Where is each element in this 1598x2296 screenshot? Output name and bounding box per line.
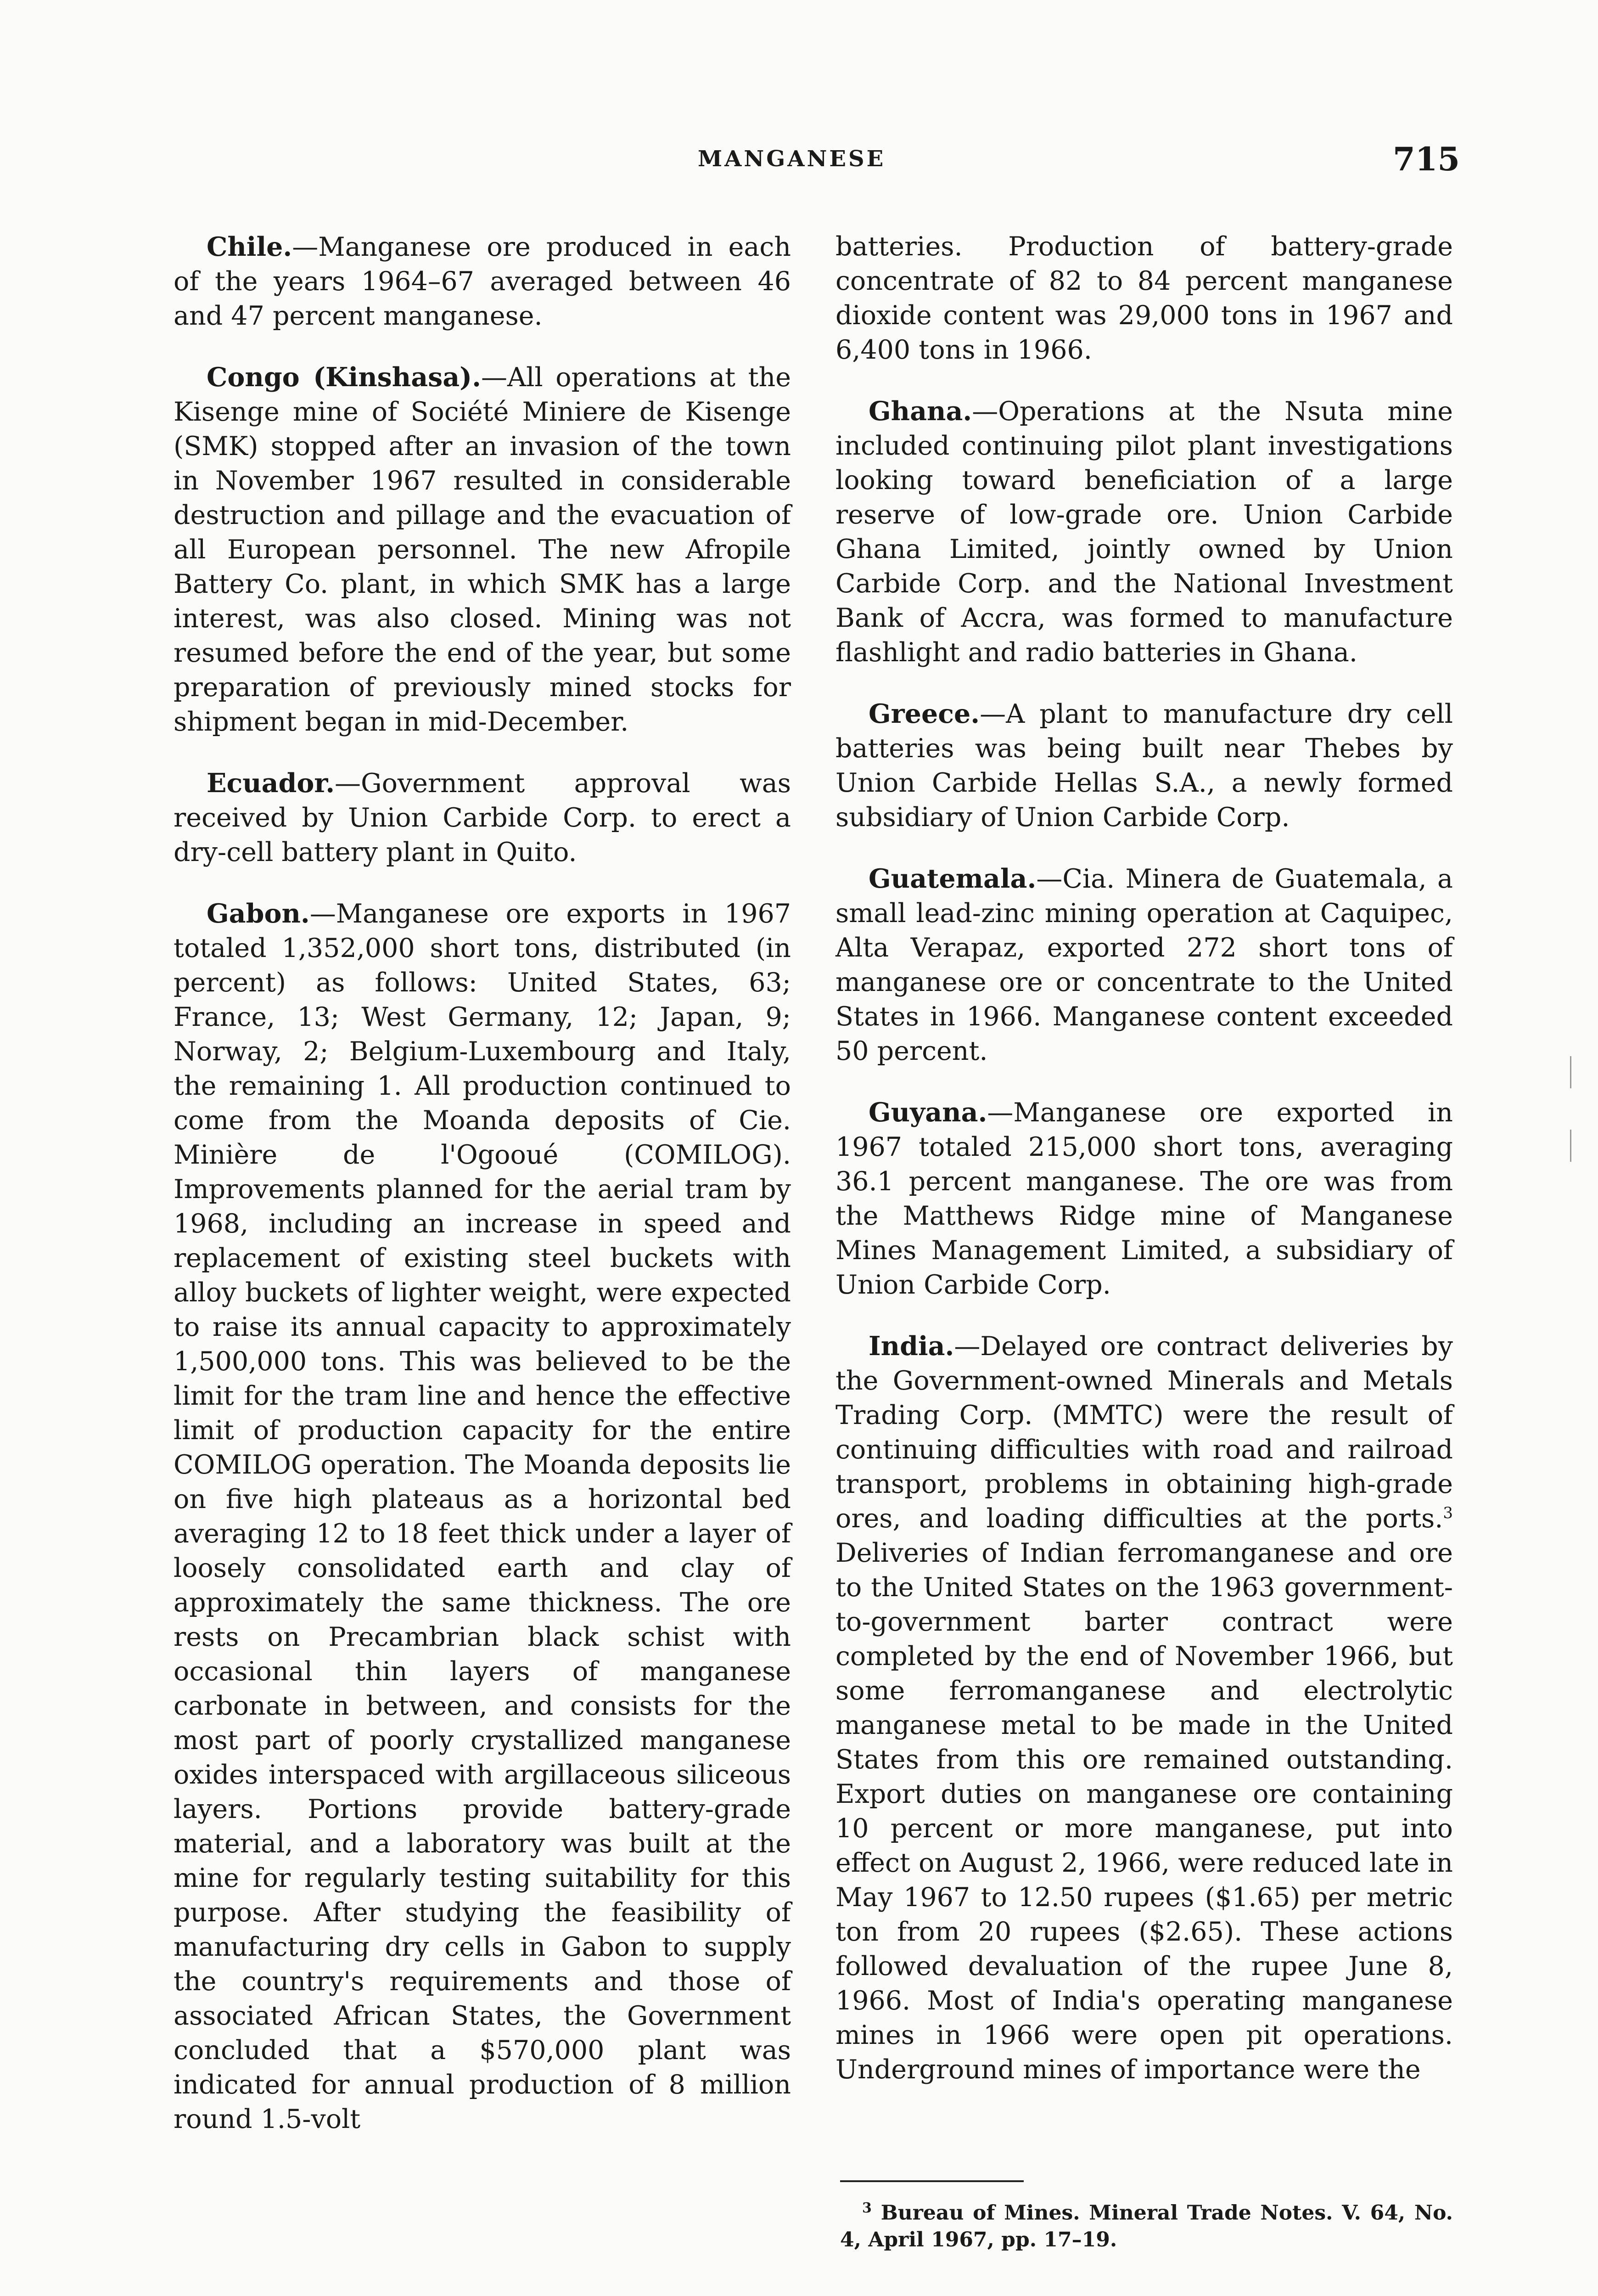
- paragraph-gabon-continued: [835, 230, 1453, 367]
- country-heading: Greece.: [869, 698, 980, 729]
- margin-mark: [1570, 1056, 1571, 1088]
- paragraph-text: —Government approval was received by Union Carbide Corp. to erect a dry-cell battery plant in Quito.: [174, 768, 791, 867]
- margin-marks: [1570, 1056, 1571, 1203]
- paragraph-ghana: [835, 394, 1453, 670]
- paragraph-text: —Manganese ore produced in each of the years 1964–67 averaged between 46 and 47 percent manganese.: [174, 232, 791, 331]
- paragraph-india: [835, 1329, 1453, 2087]
- paragraph-text: —Delayed ore contract deliveries by the Government-owned Minerals and Metals Trading Corp. (MMTC) were the result of continuing difficulties with road and railroad transport, problems in obtaining high-grade ores, and loading difficulties at the ports.: [835, 1331, 1453, 1534]
- footnote: [840, 2195, 1453, 2253]
- country-heading: Ecuador.: [207, 768, 335, 799]
- paragraph-text: —Manganese ore exported in 1967 totaled 215,000 short tons, averaging 36.1 percent manganese. The ore was from the Matthews Ridge mine of Manganese Mines Management Limited, a subsidiary of Union Carbide Corp.: [835, 1097, 1453, 1300]
- country-heading: Ghana.: [869, 396, 972, 427]
- country-heading: Guyana.: [869, 1097, 987, 1128]
- paragraph-text: —Operations at the Nsuta mine included continuing pilot plant investigations looking toward beneficiation of a large reserve of low-grade ore. Union Carbide Ghana Limited, jointly owned by Union Carbide Corp. and the National Investment Bank of Accra, was formed to manufacture flashlight and radio batteries in Ghana.: [835, 396, 1453, 668]
- country-heading: Chile.: [207, 231, 292, 262]
- country-heading: Gabon.: [207, 898, 310, 929]
- paragraph-text: —Manganese ore exports in 1967 totaled 1,352,000 short tons, distributed (in percent) as follows: United States, 63; France, 13; West Germany, 12; Japan, 9; Norway, 2; Belgium-Luxembourg and Italy, the remaining 1. All production continued to come from the Moanda deposits of Cie. Minière de l'Ogooué (COMILOG). Improvements planned for the aerial tram by 1968, including an increase in speed and replacement of existing steel buckets with alloy buckets of lighter weight, were expected to raise its annual capacity to approximately 1,500,000 tons. This was believed to be the limit for the tram line and hence the effective limit of production capacity for the entire COMILOG operation. The Moanda deposits lie on five high plateaus as a horizontal bed averaging 12 to 18 feet thick under a layer of loosely consolidated earth and clay of approximately the same thickness. The ore rests on Precambrian black schist with occasional thin layers of manganese carbonate in between, and consists for the most part of poorly crystallized manganese oxides interspaced with argillaceous siliceous layers. Portions provide battery-grade material, and a laboratory was built at the mine for regularly testing suitability for this purpose. After studying the feasibility of manufacturing dry cells in Gabon to supply the country's requirements and those of associated African States, the Government concluded that a $570,000 plant was indicated for annual production of 8 million round 1.5-volt: [174, 899, 791, 2134]
- right-column: [835, 230, 1453, 2087]
- paragraph-text: —A plant to manufacture dry cell batteries was being built near Thebes by Union Carbide Hellas S.A., a newly formed subsidiary of Union Carbide Corp.: [835, 699, 1453, 833]
- paragraph-guatemala: [835, 861, 1453, 1069]
- page-number: 715: [1393, 140, 1460, 178]
- running-head: MANGANESE: [698, 146, 886, 172]
- page-header: [0, 0, 1598, 211]
- country-heading: Guatemala.: [869, 863, 1037, 894]
- paragraph-gabon: [174, 896, 791, 2137]
- paragraph-text: batteries. Production of battery-grade concentrate of 82 to 84 percent manganese dioxide content was 29,000 tons in 1967 and 6,400 tons in 1966.: [835, 231, 1453, 365]
- paragraph-text: —All operations at the Kisenge mine of Société Miniere de Kisenge (SMK) stopped after an invasion of the town in November 1967 resulted in considerable destruction and pillage and the evacuation of all European personnel. The new Afropile Battery Co. plant, in which SMK has a large interest, was also closed. Mining was not resumed before the end of the year, but some preparation of previously mined stocks for shipment began in mid-December.: [174, 362, 791, 737]
- paragraph-text: Deliveries of Indian ferromanganese and ore to the United States on the 1963 government-to-government barter contract were completed by the end of November 1966, but some ferromanganese and electrolytic manganese metal to be made in the United States from this ore remained outstanding. Export duties on manganese ore containing 10 percent or more manganese, put into effect on August 2, 1966, were reduced late in May 1967 to 12.50 rupees ($1.65) per metric ton from 20 rupees ($2.65). These actions followed devaluation of the rupee June 8, 1966. Most of India's operating manganese mines in 1966 were open pit operations. Underground mines of importance were the: [835, 1538, 1453, 2085]
- footnote-reference: 3: [1443, 1504, 1453, 1522]
- country-heading: India.: [869, 1331, 954, 1362]
- paragraph-text: —Cia. Minera de Guatemala, a small lead-zinc mining operation at Caquipec, Alta Verapaz, exported 272 short tons of manganese ore or concentrate to the United States in 1966. Manganese content exceeded 50 percent.: [835, 864, 1453, 1066]
- paragraph-chile: [174, 230, 791, 333]
- paragraph-guyana: [835, 1095, 1453, 1302]
- paragraph-greece: [835, 697, 1453, 835]
- paragraph-ecuador: [174, 766, 791, 870]
- country-heading: Congo (Kinshasa).: [207, 362, 481, 393]
- left-column: [174, 230, 791, 2137]
- margin-mark: [1570, 1130, 1571, 1162]
- paragraph-congo: [174, 360, 791, 739]
- footnote-divider: [840, 2180, 1024, 2182]
- footnote-number: 3: [862, 2200, 872, 2216]
- footnote-text: Bureau of Mines. Mineral Trade Notes. V. 64, No. 4, April 1967, pp. 17–19.: [840, 2201, 1453, 2251]
